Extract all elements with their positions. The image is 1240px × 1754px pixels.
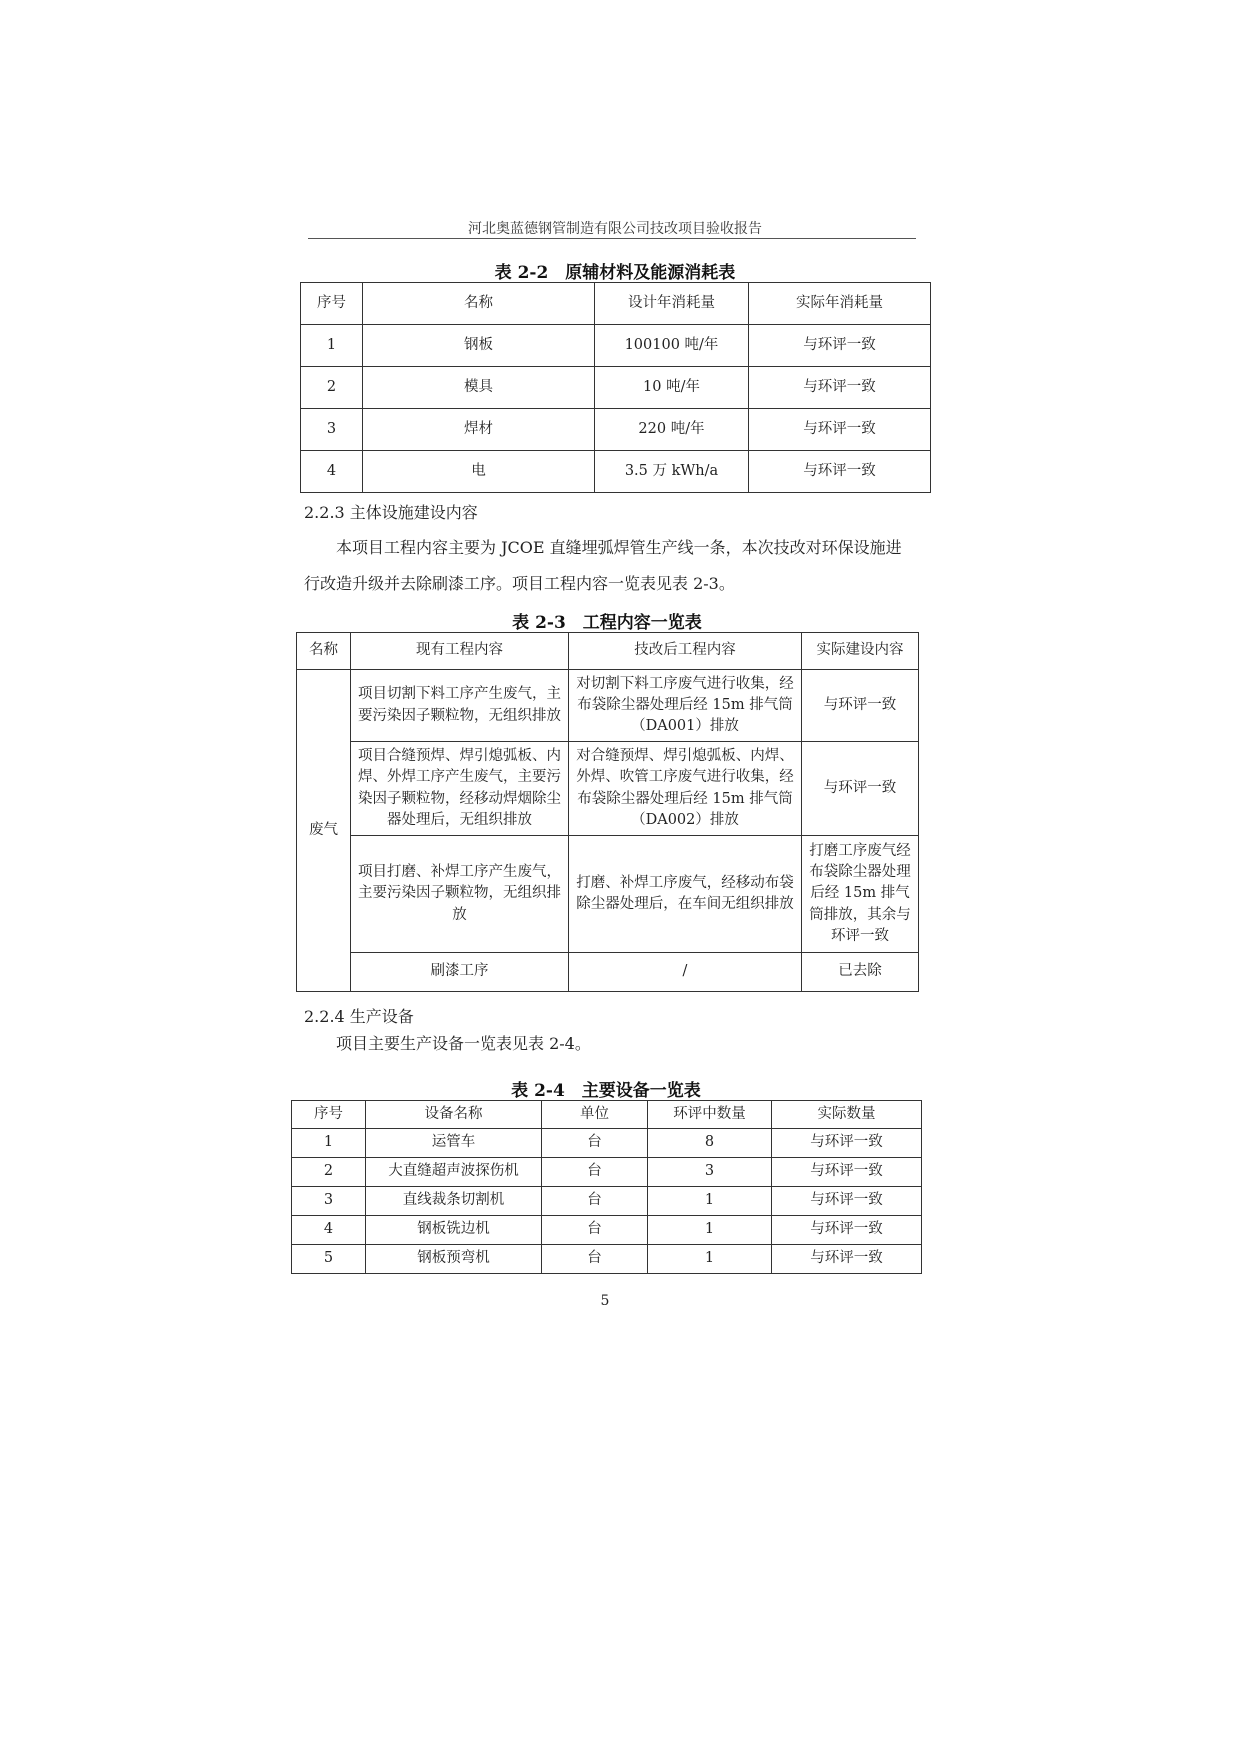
page-number: 5 [600, 1293, 610, 1309]
table-cell: 台 [542, 1245, 648, 1274]
col-header: 设备名称 [366, 1101, 542, 1129]
table-cell: 1 [292, 1129, 366, 1158]
table-row [297, 742, 919, 836]
table-cell: 对合缝预焊、焊引熄弧板、内焊、外焊、吹管工序废气进行收集，经布袋除尘器处理后经 15m 排气筒（DA002）排放 [569, 742, 802, 836]
table-cell: 打磨工序废气经布袋除尘器处理后经 15m 排气筒排放，其余与环评一致 [802, 836, 919, 953]
col-header: 现有工程内容 [351, 633, 569, 670]
table-cell: 焊材 [363, 409, 595, 451]
table-2-3-caption: 表 2-3 工程内容一览表 [512, 613, 702, 633]
col-header: 名称 [297, 633, 351, 670]
table-header-row [292, 1101, 922, 1129]
table-cell: 钢板 [363, 325, 595, 367]
col-header: 名称 [363, 283, 595, 325]
col-header: 设计年消耗量 [595, 283, 749, 325]
category-cell: 废气 [297, 670, 351, 992]
table-header-row [297, 633, 919, 670]
table-cell: 项目切割下料工序产生废气，主要污染因子颗粒物，无组织排放 [351, 670, 569, 742]
table-cell: 项目合缝预焊、焊引熄弧板、内焊、外焊工序产生废气，主要污染因子颗粒物，经移动焊烟除尘器处理后，无组织排放 [351, 742, 569, 836]
table-cell: 1 [648, 1245, 772, 1274]
table-cell: 与环评一致 [802, 670, 919, 742]
table-cell: 220 吨/年 [595, 409, 749, 451]
table-cell: 3 [648, 1158, 772, 1187]
table-cell: 钢板铣边机 [366, 1216, 542, 1245]
table-cell: 台 [542, 1158, 648, 1187]
table-cell: 5 [292, 1245, 366, 1274]
table-cell: 与环评一致 [802, 742, 919, 836]
table-row [292, 1187, 922, 1216]
table-cell: 100100 吨/年 [595, 325, 749, 367]
section-heading-2-2-3: 2.2.3 主体设施建设内容 [304, 503, 478, 522]
section-heading-2-2-4: 2.2.4 生产设备 [304, 1007, 414, 1026]
table-cell: 4 [301, 451, 363, 493]
table-cell: 与环评一致 [772, 1245, 922, 1274]
table-cell: 与环评一致 [772, 1129, 922, 1158]
table-cell: 打磨、补焊工序废气，经移动布袋除尘器处理后，在车间无组织排放 [569, 836, 802, 953]
table-cell: 2 [292, 1158, 366, 1187]
table-cell: 台 [542, 1216, 648, 1245]
col-header: 序号 [301, 283, 363, 325]
table-cell: 大直缝超声波探伤机 [366, 1158, 542, 1187]
table-cell: 电 [363, 451, 595, 493]
col-header: 单位 [542, 1101, 648, 1129]
table-header-row [301, 283, 931, 325]
table-cell: 1 [648, 1187, 772, 1216]
table-cell: 1 [648, 1216, 772, 1245]
table-cell: 与环评一致 [749, 451, 931, 493]
table-cell: 与环评一致 [749, 367, 931, 409]
table-row [297, 836, 919, 953]
table-row [292, 1158, 922, 1187]
table-row [301, 325, 931, 367]
table-row [297, 953, 919, 992]
table-cell: 与环评一致 [772, 1158, 922, 1187]
table-cell: 模具 [363, 367, 595, 409]
table-cell: 与环评一致 [749, 409, 931, 451]
table-cell: 1 [301, 325, 363, 367]
table-2-4-caption: 表 2-4 主要设备一览表 [511, 1081, 701, 1101]
table-cell: 与环评一致 [772, 1187, 922, 1216]
col-header: 环评中数量 [648, 1101, 772, 1129]
table-2-4 [291, 1100, 922, 1274]
table-cell: 3.5 万 kWh/a [595, 451, 749, 493]
table-cell: 直线裁条切割机 [366, 1187, 542, 1216]
table-row [292, 1216, 922, 1245]
table-row [301, 367, 931, 409]
header-rule [308, 238, 916, 239]
table-cell: / [569, 953, 802, 992]
table-cell: 8 [648, 1129, 772, 1158]
table-cell: 台 [542, 1129, 648, 1158]
table-cell: 已去除 [802, 953, 919, 992]
table-cell: 4 [292, 1216, 366, 1245]
table-cell: 与环评一致 [772, 1216, 922, 1245]
table-cell: 钢板预弯机 [366, 1245, 542, 1274]
table-cell: 刷漆工序 [351, 953, 569, 992]
col-header: 实际年消耗量 [749, 283, 931, 325]
table-row [297, 670, 919, 742]
table-2-2 [300, 282, 931, 493]
table-cell: 运管车 [366, 1129, 542, 1158]
table-row [301, 409, 931, 451]
col-header: 技改后工程内容 [569, 633, 802, 670]
section-2-2-3-paragraph: 本项目工程内容主要为 JCOE 直缝埋弧焊管生产线一条，本次技改对环保设施进行改造升级并去除刷漆工序。项目工程内容一览表见表 2-3。 [304, 538, 902, 593]
col-header: 实际数量 [772, 1101, 922, 1129]
table-cell: 2 [301, 367, 363, 409]
table-2-2-caption: 表 2-2 原辅材料及能源消耗表 [494, 263, 736, 283]
page-header: 河北奥蓝德钢管制造有限公司技改项目验收报告 [468, 221, 762, 237]
section-2-2-4-paragraph: 项目主要生产设备一览表见表 2-4。 [336, 1034, 591, 1053]
table-cell: 10 吨/年 [595, 367, 749, 409]
table-cell: 3 [301, 409, 363, 451]
table-2-3 [296, 632, 919, 992]
table-cell: 与环评一致 [749, 325, 931, 367]
table-cell: 项目打磨、补焊工序产生废气，主要污染因子颗粒物，无组织排放 [351, 836, 569, 953]
col-header: 实际建设内容 [802, 633, 919, 670]
table-row [301, 451, 931, 493]
table-cell: 对切割下料工序废气进行收集，经布袋除尘器处理后经 15m 排气筒（DA001）排放 [569, 670, 802, 742]
table-row [292, 1245, 922, 1274]
table-row [292, 1129, 922, 1158]
table-cell: 台 [542, 1187, 648, 1216]
table-cell: 3 [292, 1187, 366, 1216]
col-header: 序号 [292, 1101, 366, 1129]
